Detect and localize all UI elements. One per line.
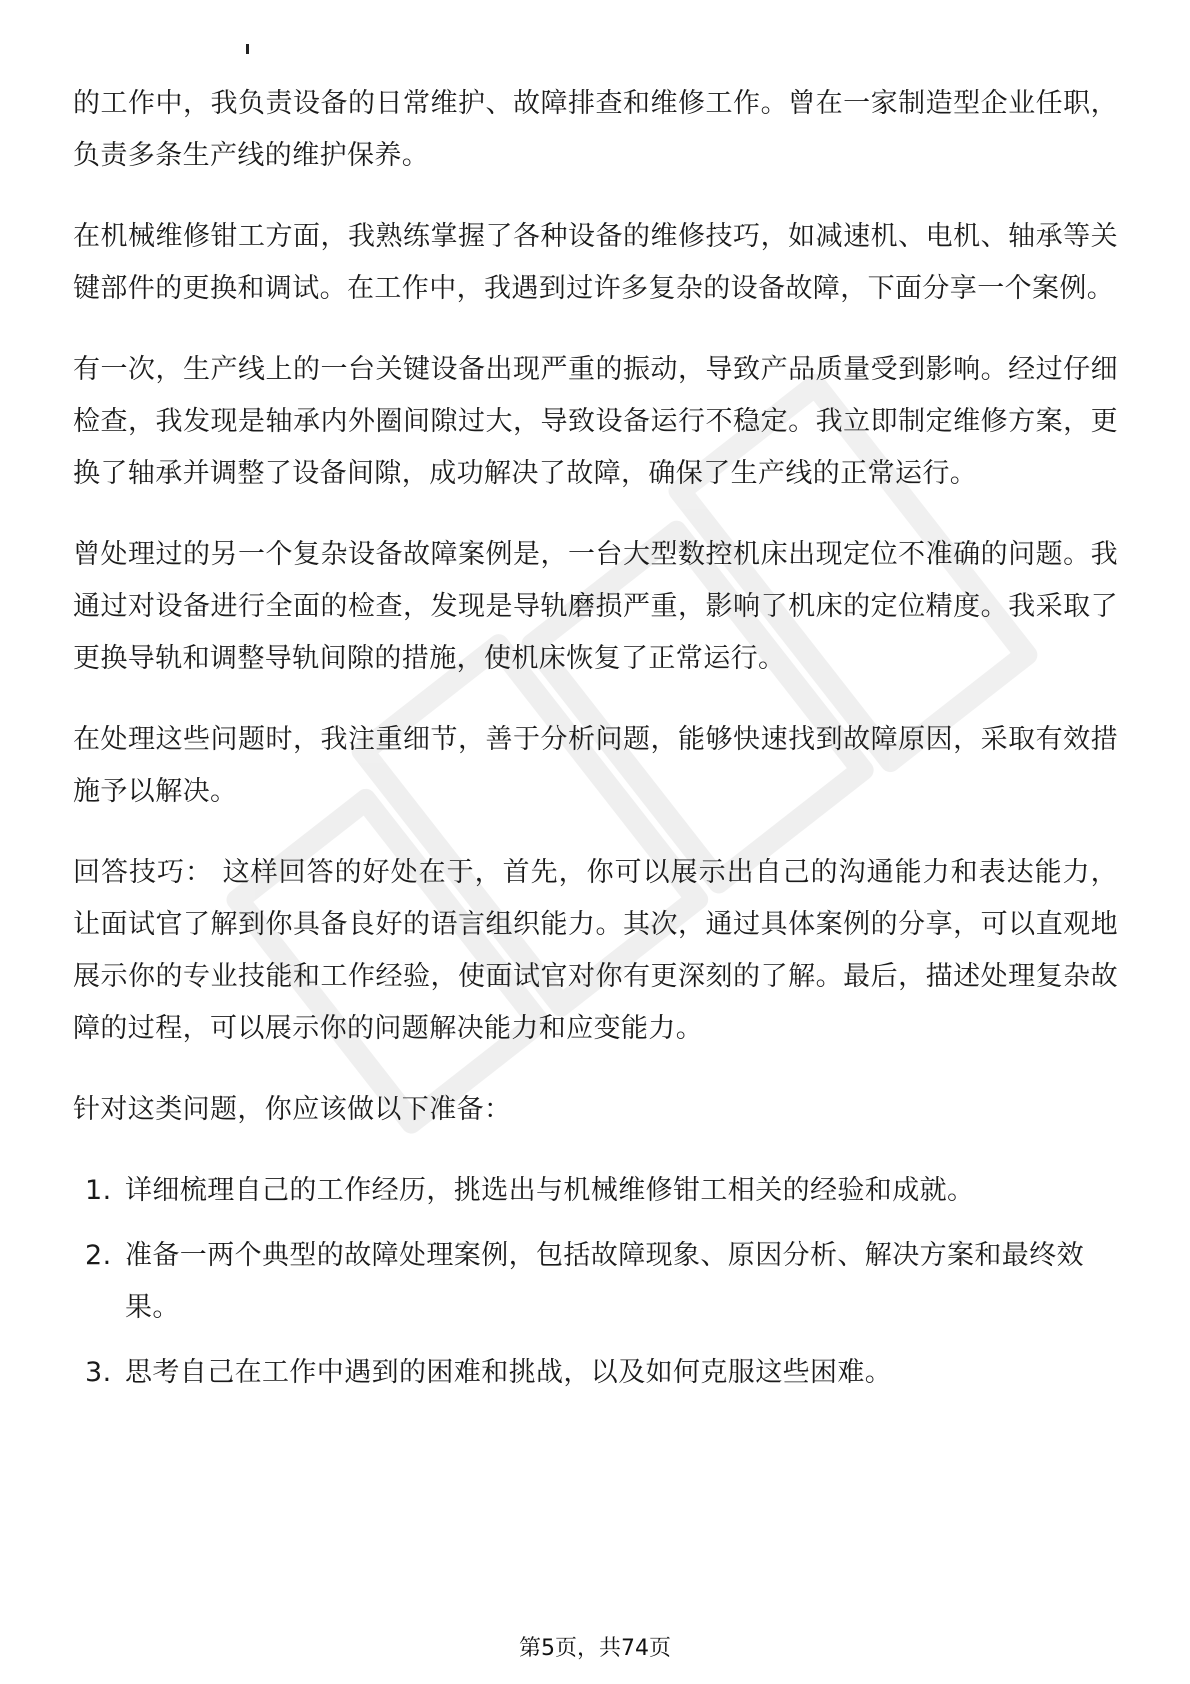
- preparation-list: [73, 1165, 1118, 1399]
- list-item: [73, 1347, 1118, 1399]
- list-item: [73, 1230, 1118, 1334]
- list-item-text: 详细梳理自己的工作经历，挑选出与机械维修钳工相关的经验和成就。: [125, 1175, 975, 1206]
- list-item-text: 思考自己在工作中遇到的困难和挑战，以及如何克服这些困难。: [125, 1357, 893, 1388]
- paragraph-case-one: 有一次，生产线上的一台关键设备出现严重的振动，导致产品质量受到影响。经过仔细检查，我发现是轴承内外圈间隙过大，导致设备运行不稳定。我立即制定维修方案，更换了轴承并调整了设备间隙，成功解决了故障，确保了生产线的正常运行。: [73, 354, 1118, 489]
- paragraph-case-two: 曾处理过的另一个复杂设备故障案例是，一台大型数控机床出现定位不准确的问题。我通过对设备进行全面的检查，发现是导轨磨损严重，影响了机床的定位精度。我采取了更换导轨和调整导轨间隙的措施，使机床恢复了正常运行。: [73, 539, 1118, 674]
- paragraph-answer-tips: 回答技巧： 这样回答的好处在于，首先，你可以展示出自己的沟通能力和表达能力，让面试官了解到你具备良好的语言组织能力。其次，通过具体案例的分享，可以直观地展示你的专业技能和工作经验，使面试官对你有更深刻的了解。最后，描述处理复杂故障的过程，可以展示你的问题解决能力和应变能力。: [73, 857, 1118, 1044]
- paragraph-summary: 在处理这些问题时，我注重细节，善于分析问题，能够快速找到故障原因，采取有效措施予以解决。: [73, 724, 1118, 807]
- previous-line-fragment: [246, 44, 316, 58]
- paragraph-preparation-intro: 针对这类问题，你应该做以下准备：: [73, 1094, 512, 1125]
- paragraph-skills: 在机械维修钳工方面，我熟练掌握了各种设备的维修技巧，如减速机、电机、轴承等关键部件的更换和调试。在工作中，我遇到过许多复杂的设备故障，下面分享一个案例。: [73, 221, 1118, 304]
- list-item: [73, 1165, 1118, 1217]
- list-item-number: 2.: [85, 1240, 112, 1271]
- document-body: [73, 78, 1118, 1412]
- list-item-number: 1.: [85, 1175, 112, 1206]
- list-item-number: 3.: [85, 1357, 112, 1388]
- paragraph-intro: 的工作中，我负责设备的日常维护、故障排查和维修工作。曾在一家制造型企业任职，负责多条生产线的维护保养。: [73, 88, 1118, 171]
- list-item-text: 准备一两个典型的故障处理案例，包括故障现象、原因分析、解决方案和最终效果。: [125, 1240, 1084, 1323]
- page-number-footer: 第5页，共74页: [519, 1636, 671, 1661]
